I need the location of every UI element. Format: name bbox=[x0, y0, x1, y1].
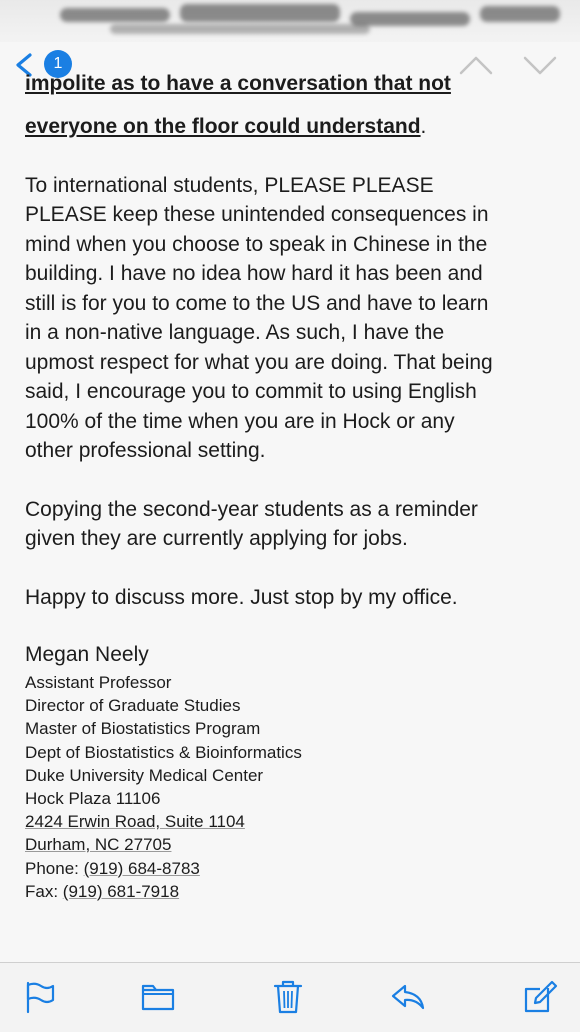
next-message-icon[interactable] bbox=[522, 54, 558, 76]
text-line: said, I encourage you to commit to using English bbox=[25, 380, 477, 403]
redacted-header bbox=[0, 0, 580, 42]
signature-role: Director of Graduate Studies bbox=[25, 696, 241, 716]
signature-name: Megan Neely bbox=[25, 643, 149, 666]
redaction-mark bbox=[180, 4, 340, 22]
signature-center: Duke University Medical Center bbox=[25, 765, 264, 785]
text-line: still is for you to come to the US and have to learn bbox=[25, 291, 489, 315]
email-body bbox=[25, 112, 555, 903]
unread-count-badge[interactable]: 1 bbox=[44, 50, 72, 78]
bottom-toolbar bbox=[0, 962, 580, 1032]
text-line: Copying the second-year students as a reminder bbox=[25, 497, 478, 521]
address-link-city[interactable]: Durham, NC 27705 bbox=[25, 835, 172, 855]
paragraph-3 bbox=[25, 495, 555, 554]
folder-icon[interactable] bbox=[140, 979, 176, 1015]
text-line: PLEASE keep these unintended consequences in bbox=[25, 203, 489, 226]
period: . bbox=[420, 115, 427, 138]
fax-label: Fax: bbox=[25, 881, 63, 901]
signature bbox=[25, 641, 555, 903]
redaction-mark bbox=[350, 12, 470, 26]
reply-icon[interactable] bbox=[390, 979, 426, 1015]
paragraph-4: Happy to discuss more. Just stop by my office. bbox=[25, 585, 458, 609]
redaction-mark bbox=[480, 6, 560, 22]
clipped-text: impolite as to have a conversation that not bbox=[25, 72, 451, 95]
text-line: upmost respect for what you are doing. That being bbox=[25, 350, 493, 374]
fax-link[interactable]: (919) 681-7918 bbox=[62, 881, 180, 901]
text-line: in a non-native language. As such, I have the bbox=[25, 321, 445, 344]
text-line: given they are currently applying for jobs. bbox=[25, 527, 408, 550]
phone-link[interactable]: (919) 684-8783 bbox=[83, 858, 200, 878]
address-link-street[interactable]: 2424 Erwin Road, Suite 1104 bbox=[25, 812, 245, 832]
previous-message-icon[interactable] bbox=[458, 54, 494, 76]
signature-dept: Dept of Biostatistics & Bioinformatics bbox=[25, 742, 302, 762]
text-line: To international students, PLEASE PLEASE bbox=[25, 173, 434, 197]
signature-building: Hock Plaza 11106 bbox=[25, 789, 161, 809]
signature-title: Assistant Professor bbox=[25, 673, 172, 692]
emphasized-text: everyone on the floor could understand bbox=[25, 115, 421, 138]
redaction-mark bbox=[60, 8, 170, 22]
signature-phone bbox=[25, 857, 555, 880]
compose-icon[interactable] bbox=[522, 979, 558, 1015]
signature-program: Master of Biostatistics Program bbox=[25, 719, 261, 739]
paragraph-2 bbox=[25, 171, 555, 466]
signature-fax bbox=[25, 880, 555, 903]
clipped-text-line bbox=[25, 72, 505, 104]
flag-icon[interactable] bbox=[22, 979, 58, 1015]
trash-icon[interactable] bbox=[270, 979, 306, 1015]
text-line: building. I have no idea how hard it has been and bbox=[25, 262, 483, 285]
redaction-mark bbox=[110, 24, 370, 34]
text-line: 100% of the time when you are in Hock or any bbox=[25, 409, 455, 433]
text-line: mind when you choose to speak in Chinese in the bbox=[25, 232, 488, 256]
phone-label: Phone: bbox=[25, 858, 84, 878]
text-line: other professional setting. bbox=[25, 439, 266, 462]
paragraph-1 bbox=[25, 112, 555, 142]
